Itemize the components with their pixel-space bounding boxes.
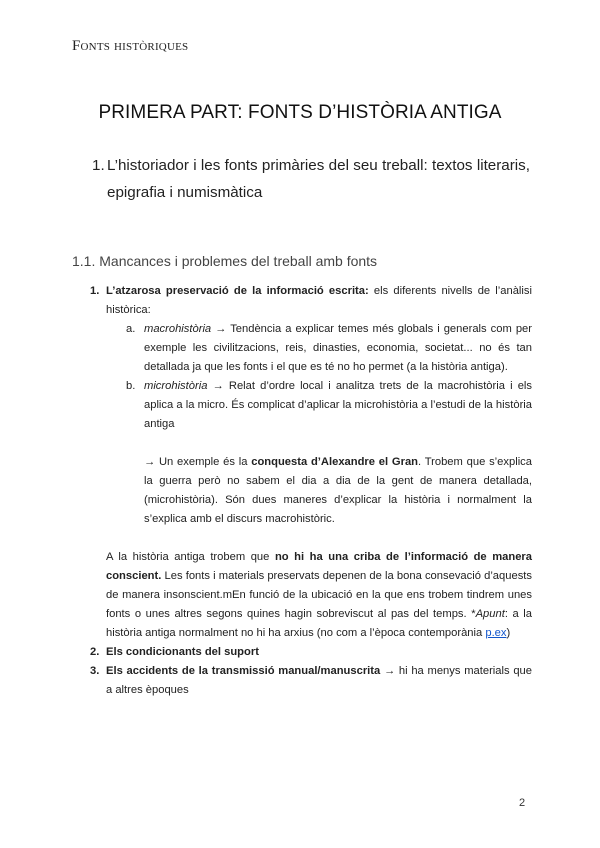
- section-heading: [92, 152, 530, 206]
- example-highlight: conquesta d’Alexandre el Gran: [251, 456, 419, 468]
- running-header: Fonts històriques: [72, 38, 189, 54]
- paragraph-text-2: : a la història antiga normalment no hi ha arxius (no com a l’època contemporània: [106, 608, 532, 639]
- sub-list-item-text: → Tendència a explicar temes més globals i generals com per exemple les civilitzacions, reis, dinasties, economia, societat... no és tan detallada ja que les fonts i el que es té no ho permet (a la història antiga).: [144, 323, 532, 373]
- page-number: 2: [519, 797, 526, 809]
- paragraph-text: Les fonts i materials preservats depenen de la bona consevació d’aquests de manera insonscient.mEn funció de la ubicació en la que ens trobem tindrem unes fonts o unes altres segons quines hagin sobreviscut al pas del temps. *: [106, 570, 532, 620]
- list-item: [72, 662, 532, 700]
- example-text: . Trobem que s’explica la guerra però no sabem el dia a dia de la gent de manera detallada, (microhistòria). Són dues maneres d’explicar la història i normalment la s’explica amb el discurs macrohistòric.: [144, 456, 532, 525]
- list-item-text: els diferents nivells de l’anàlisi històrica:: [106, 285, 532, 316]
- sub-list-item-letter: a.: [126, 323, 136, 335]
- main-content: [72, 282, 532, 700]
- list-item-text: → hi ha menys materials que a altres èpoques: [106, 665, 532, 696]
- paragraph-text-3: ): [506, 627, 511, 639]
- example-paragraph: [72, 453, 532, 529]
- list-item-title: L’atzarosa preservació de la informació escrita:: [106, 285, 369, 297]
- list-item-title: Els condicionants del suport: [106, 646, 259, 658]
- sub-list-item-term: macrohistòria: [144, 323, 212, 335]
- section-number: 1.: [92, 157, 105, 174]
- pex-link[interactable]: p.ex: [485, 627, 507, 639]
- list-item-number: 2.: [90, 646, 100, 658]
- subsection-heading: 1.1. Mancances i problemes del treball amb fonts: [72, 253, 378, 269]
- sub-list-item: [72, 320, 532, 377]
- list-item: [72, 282, 532, 320]
- sub-list-item-letter: b.: [126, 380, 136, 392]
- example-prefix: → Un exemple és la: [144, 456, 252, 468]
- list-item: [72, 643, 532, 662]
- sub-list-item-text: → Relat d’ordre local i analitza trets de la macrohistòria i els aplica a la micro. És complicat d’aplicar la microhistòria a l’estudi de la història antiga: [144, 380, 532, 430]
- sub-list-item: [72, 377, 532, 434]
- sub-list-item-term: microhistòria: [144, 380, 208, 392]
- list-item-title: Els accidents de la transmissió manual/manuscrita: [106, 665, 381, 677]
- list-item-number: 1.: [90, 285, 100, 297]
- section-heading-text: L’historiador i les fonts primàries del seu treball: textos literaris, epigrafia i numismàtica: [107, 157, 530, 201]
- list-item-number: 3.: [90, 665, 100, 677]
- page-title: PRIMERA PART: FONTS D’HISTÒRIA ANTIGA: [98, 102, 502, 123]
- paragraph-note-label: Apunt: [475, 608, 505, 620]
- body-paragraph: [72, 548, 532, 643]
- paragraph-highlight: no hi ha una criba de l’informació de manera conscient.: [106, 551, 533, 582]
- paragraph-prefix: A la història antiga trobem que: [106, 551, 275, 563]
